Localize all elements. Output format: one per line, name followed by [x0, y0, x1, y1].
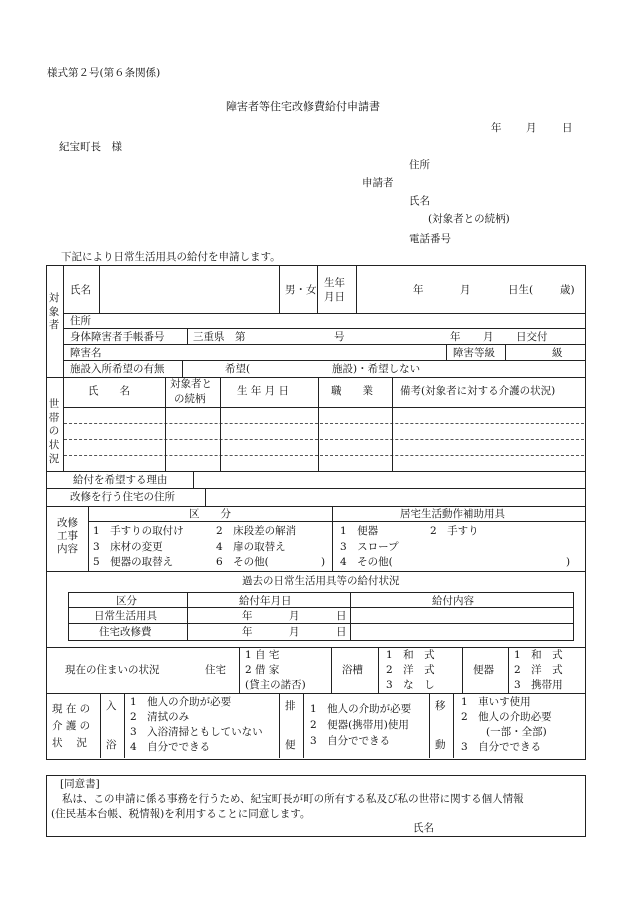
- house-opt-1[interactable]: 1 自 宅: [245, 649, 280, 661]
- birth-label-1: 生年: [324, 277, 345, 289]
- reason-field[interactable]: [195, 473, 580, 487]
- toilet-opt-2[interactable]: 2 洋 式: [514, 664, 563, 676]
- facility-wish[interactable]: 希望(: [225, 363, 251, 375]
- care-move-opt-note: (一部・全部): [486, 726, 547, 738]
- work-item-4[interactable]: 4 扉の取替え: [216, 541, 286, 553]
- toilet-label: 便器: [473, 664, 494, 676]
- past-row-2-day: 日: [336, 626, 347, 638]
- grade-unit: 級: [552, 347, 563, 359]
- col-relation-header-2: の続柄: [174, 393, 206, 405]
- work-item-1[interactable]: 1 手すりの取付け: [93, 525, 184, 537]
- birth-month-label: 月: [460, 284, 471, 296]
- past-row-1-month: 月: [289, 610, 300, 622]
- gender-options[interactable]: 男・女: [285, 284, 317, 296]
- renovation-address-label: 改修を行う住宅の住所: [70, 491, 175, 503]
- applicant-label: 申請者: [362, 177, 394, 189]
- equipment-1[interactable]: 1 便器: [340, 525, 379, 537]
- past-row-2-year: 年: [242, 626, 253, 638]
- kubun-header: 区 分: [189, 508, 231, 520]
- past-row-1-label: 日常生活用具: [94, 610, 157, 622]
- equipment-header: 居宅生活動作補助用具: [400, 508, 505, 520]
- care-bath-opt-1[interactable]: 1 他人の介助が必要: [130, 696, 232, 708]
- care-bath-top: 入: [106, 700, 117, 712]
- date-year-label: 年: [491, 122, 502, 134]
- form-title: 障害者等住宅改修費給付申請書: [226, 100, 380, 113]
- care-excretion-opt-1[interactable]: 1 他人の介助が必要: [310, 703, 412, 715]
- form-number: 様式第２号(第６条関係): [47, 67, 161, 79]
- care-excretion-top: 排: [285, 700, 296, 712]
- phone-label: 電話番号: [409, 233, 451, 245]
- care-move-bottom: 動: [435, 739, 446, 751]
- date-month-label: 月: [526, 122, 537, 134]
- facility-label: 施設入所希望の有無: [70, 363, 165, 375]
- equipment-4[interactable]: 4 その他(: [340, 556, 393, 568]
- handbook-number-suffix: 号: [334, 331, 345, 343]
- past-row-2-label: 住宅改修費: [99, 626, 152, 638]
- house-opt-2[interactable]: 2 借 家: [245, 664, 280, 676]
- care-move-opt-1[interactable]: 1 車いす使用: [461, 696, 531, 708]
- care-bath-opt-3[interactable]: 3 入浴清掃ともしていない: [130, 726, 263, 738]
- care-bath-opt-4[interactable]: 4 自分でできる: [130, 741, 211, 753]
- col-birth-header: 生 年 月 日: [237, 385, 290, 397]
- work-section-label: 改修工事内容: [57, 517, 78, 556]
- applicant-address-label: 住所: [409, 159, 430, 171]
- care-bath-opt-2[interactable]: 2 清拭のみ: [130, 711, 190, 723]
- house-label: 住宅: [205, 664, 226, 676]
- renovation-address-field[interactable]: [207, 490, 580, 505]
- col-note-header: 備考(対象者に対する介護の状況): [400, 385, 556, 397]
- age-unit-label: 歳): [560, 284, 575, 296]
- birth-day-label: 日生(: [508, 284, 534, 296]
- bath-opt-2[interactable]: 2 洋 式: [386, 664, 435, 676]
- care-excretion-opt-2[interactable]: 2 便器(携帯用)使用: [310, 719, 409, 731]
- subject-address-field[interactable]: [98, 314, 578, 327]
- handbook-label: 身体障害者手帳番号: [70, 331, 165, 343]
- handbook-prefecture: 三重県 第: [193, 331, 246, 343]
- col-relation-header-1: 対象者と: [170, 378, 212, 390]
- consent-box: [46, 775, 586, 837]
- house-opt-note: (貸主の諾否): [245, 679, 306, 691]
- work-item-6-close: ): [321, 556, 326, 568]
- birth-label-2: 月日: [324, 291, 345, 303]
- past-col-date: 給付年月日: [239, 595, 292, 607]
- equipment-3[interactable]: 3 スロープ: [340, 541, 399, 553]
- care-move-top: 移: [435, 700, 446, 712]
- care-excretion-bottom: 便: [285, 739, 296, 751]
- equipment-2[interactable]: 2 手すり: [430, 525, 479, 537]
- issue-month-label: 月: [483, 331, 494, 343]
- applicant-name-label: 氏名: [409, 195, 430, 207]
- past-row-1-day: 日: [336, 610, 347, 622]
- toilet-opt-1[interactable]: 1 和 式: [514, 649, 563, 661]
- subject-section-label: 対象者: [48, 292, 60, 332]
- care-move-opt-2[interactable]: 2 他人の介助必要: [461, 711, 552, 723]
- addressee: 紀宝町長 様: [59, 141, 122, 153]
- past-row-1-year: 年: [242, 610, 253, 622]
- care-bath-bottom: 浴: [106, 739, 117, 751]
- care-label-2: 介 護 の: [52, 720, 91, 732]
- date-day-label: 日: [562, 122, 573, 134]
- subject-name-field[interactable]: [100, 268, 278, 312]
- past-title: 過去の日常生活用具等の給付状況: [242, 575, 400, 587]
- disability-label: 障害名: [70, 347, 102, 359]
- col-name-header: 氏 名: [88, 385, 130, 397]
- care-label-3: 状 況: [52, 737, 87, 749]
- issue-day-label: 日交付: [516, 331, 548, 343]
- work-item-6[interactable]: 6 その他(: [216, 556, 269, 568]
- subject-name-label: 氏名: [70, 284, 91, 296]
- relation-label: (対象者との続柄): [428, 213, 510, 225]
- consent-name-label: 氏名: [413, 822, 434, 834]
- consent-line-1: 私は、この申請に係る事務を行うため、紀宝町長が町の所有する私及び私の世帯に関する個人情報: [62, 793, 524, 805]
- equipment-4-close: ): [566, 556, 571, 568]
- work-item-2[interactable]: 2 床段差の解消: [216, 525, 297, 537]
- work-item-5[interactable]: 5 便器の取替え: [93, 556, 174, 568]
- past-row-2-month: 月: [289, 626, 300, 638]
- household-section-label: 世帯の状況: [48, 398, 60, 465]
- intro-text: 下記により日常生活用具の給付を申請します。: [61, 251, 281, 263]
- care-move-opt-3[interactable]: 3 自分でできる: [461, 741, 542, 753]
- consent-line-2: (住民基本台帳、税情報)を利用することに同意します。: [51, 808, 311, 820]
- bath-opt-3[interactable]: 3 な し: [386, 679, 435, 691]
- reason-label: 給付を希望する理由: [73, 474, 168, 486]
- birth-year-label: 年: [413, 284, 424, 296]
- subject-address-label: 住所: [70, 315, 91, 327]
- issue-year-label: 年: [450, 331, 461, 343]
- grade-label: 障害等級: [453, 347, 495, 359]
- consent-heading: [同意書]: [60, 778, 100, 790]
- care-excretion-opt-3[interactable]: 3 自分でできる: [310, 735, 391, 747]
- bath-opt-1[interactable]: 1 和 式: [386, 649, 435, 661]
- col-job-header: 職 業: [331, 385, 373, 397]
- past-col-content: 給付内容: [432, 595, 474, 607]
- facility-close[interactable]: 施設)・希望しない: [332, 363, 421, 375]
- care-label-1: 現 在 の: [52, 703, 91, 715]
- bath-label: 浴槽: [342, 664, 363, 676]
- toilet-opt-3[interactable]: 3 携帯用: [514, 679, 563, 691]
- work-item-3[interactable]: 3 床材の変更: [93, 541, 163, 553]
- past-col-kubun: 区分: [116, 595, 137, 607]
- living-label: 現在の住まいの状況: [65, 664, 160, 676]
